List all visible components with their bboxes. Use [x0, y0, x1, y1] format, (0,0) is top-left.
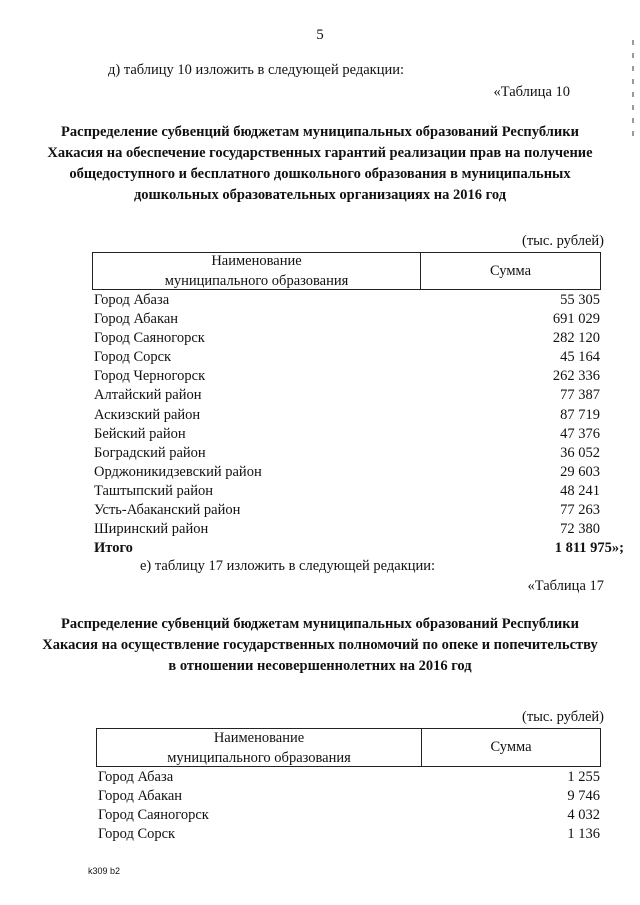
table-row [94, 444, 600, 463]
total-label: Итого [94, 540, 133, 557]
row-value: 72 380 [560, 521, 600, 538]
row-name: Усть-Абаканский район [94, 502, 241, 519]
table-row [94, 520, 600, 539]
section-d-title: Распределение субвенций бюджетам муниципальных образований Республики Хакасия на обеспечение государственных гарантий реализации прав на получение общедоступного и бесплатного дошкольного образования в муниципальных дошкольных образовательных организациях на 2016 год [47, 124, 593, 203]
section-e-title: Распределение субвенций бюджетам муниципальных образований Республики Хакасия на осуществление государственных полномочий по опеке и попечительству в отношении несовершеннолетних на 2016 год [42, 616, 598, 674]
row-value: 1 136 [567, 826, 600, 843]
row-name: Ширинский район [94, 521, 209, 538]
margin-scan-marks [630, 40, 636, 150]
row-value: 48 241 [560, 482, 600, 499]
table-row [94, 406, 600, 425]
header-sum-cell [422, 729, 600, 766]
header-sum-label: Сумма [490, 739, 532, 755]
row-value: 29 603 [560, 463, 600, 480]
row-name: Город Саяногорск [98, 807, 209, 824]
row-value: 45 164 [560, 349, 600, 366]
section-e-table-header [96, 728, 601, 767]
row-value: 77 263 [560, 502, 600, 519]
page-number: 5 [316, 27, 324, 43]
section-d-table-label: «Таблица 10 [493, 84, 570, 100]
section-e-units: (тыс. рублей) [522, 709, 604, 725]
section-d-table-body [94, 291, 624, 558]
section-e-instruction: е) таблицу 17 изложить в следующей редакции: [140, 558, 436, 574]
row-name: Бейский район [94, 425, 186, 442]
header-name-line1: Наименование [213, 729, 305, 746]
table-row [94, 310, 600, 329]
row-name: Аскизский район [94, 406, 201, 423]
table-row [94, 482, 600, 501]
table-row [94, 329, 600, 348]
total-row [94, 539, 624, 558]
section-e-table-label: «Таблица 17 [527, 578, 604, 594]
row-name: Город Сорск [94, 349, 172, 366]
section-d-units: (тыс. рублей) [522, 233, 604, 249]
row-value: 282 120 [552, 330, 600, 347]
row-value: 4 032 [567, 807, 600, 824]
row-value: 9 746 [567, 788, 600, 805]
row-value: 691 029 [552, 311, 600, 328]
row-name: Город Саяногорск [94, 330, 205, 347]
row-value: 1 255 [567, 769, 600, 785]
table-row [98, 825, 600, 844]
table-row [94, 367, 600, 386]
row-name: Город Абакан [94, 311, 179, 328]
section-e-table-body [98, 768, 600, 844]
row-name: Таштыпский район [94, 482, 214, 499]
row-value: 262 336 [552, 368, 600, 385]
header-sum-label: Сумма [489, 262, 532, 279]
row-name: Город Абаза [94, 292, 170, 308]
row-value: 55 305 [560, 292, 600, 308]
table-row [98, 787, 600, 806]
row-name: Город Черногорск [94, 368, 206, 385]
total-value: 1 811 975»; [554, 540, 624, 557]
row-value: 36 052 [560, 444, 600, 461]
row-name: Город Абакан [98, 788, 183, 805]
table-row [94, 425, 600, 444]
header-name-cell [97, 729, 422, 766]
row-name: Город Сорск [98, 826, 176, 843]
table-row [94, 501, 600, 520]
footer-code: k309 b2 [88, 866, 121, 876]
table-row [94, 291, 600, 310]
table-row [94, 348, 600, 367]
header-name-line2: муниципального образования [167, 749, 351, 766]
section-d-instruction: д) таблицу 10 изложить в следующей редакции: [108, 62, 405, 78]
header-name-cell [93, 253, 421, 289]
header-sum-cell [421, 253, 600, 289]
table-row [94, 386, 600, 405]
row-value: 87 719 [560, 406, 600, 423]
table-row [98, 768, 600, 787]
header-name-line1: Наименование [211, 253, 302, 269]
row-name: Орджоникидзевский район [94, 463, 262, 480]
row-name: Город Абаза [98, 769, 174, 785]
section-d-table-header [92, 252, 601, 290]
row-value: 47 376 [560, 425, 600, 442]
table-row [94, 463, 600, 482]
row-value: 77 387 [560, 387, 600, 404]
header-name-line2: муниципального образования [164, 273, 349, 289]
row-name: Алтайский район [94, 387, 202, 404]
row-name: Боградский район [94, 444, 206, 461]
table-row [98, 806, 600, 825]
